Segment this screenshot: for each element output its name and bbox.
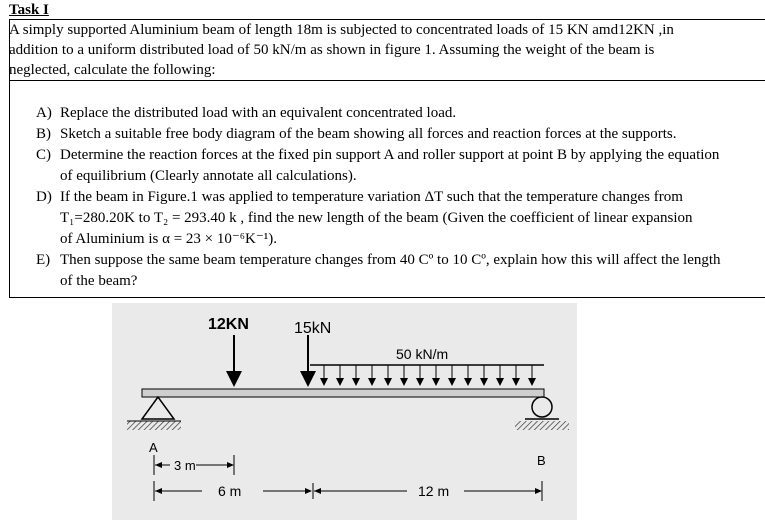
dimension-label-6m: 6 m [218,483,242,499]
question-item [36,145,764,187]
load-label-12kn: 12KN [208,316,249,333]
intro-line: A simply supported Aluminium beam of length 18m is subjected to concentrated loads of 15 KN amd12KN ,in [9,22,674,38]
question-text: of Aluminium is α = 23 × 10⁻⁶K⁻¹). [60,231,278,247]
support-label-a: A [149,440,158,455]
pin-support-a [127,397,181,430]
question-text: Determine the reaction forces at the fixed pin support A and roller support at point B by applying the equation [60,147,720,163]
support-label-b: B [537,453,546,468]
question-text: Replace the distributed load with an equivalent concentrated load. [60,105,457,121]
question-label: D) [36,189,52,205]
dimension-label-3m: 3 m [174,458,196,473]
question-text: If the beam in Figure.1 was applied to temperature variation ΔT such that the temperature changes from [60,189,683,205]
question-text: of the beam? [60,273,138,289]
question-text: T₁=280.20K to T₂ = 293.40 k , find the new length of the beam (Given the coefficient of linear expansion [60,210,693,226]
question-item [36,187,764,250]
beam-figure [112,303,577,520]
question-label: A) [36,105,52,121]
question-item [36,103,764,124]
question-item [36,124,764,145]
question-label: C) [36,147,51,163]
question-list [36,103,764,292]
question-text: Then suppose the same beam temperature changes from 40 Cº to 10 Cº, explain how this will affect the length [60,252,721,268]
question-text: of equilibrium (Clearly annotate all calculations). [60,168,357,184]
beam-diagram [112,303,577,520]
question-label: E) [36,252,51,268]
dimension-label-12m: 12 m [418,483,450,499]
intro-line: neglected, calculate the following: [9,62,216,78]
distributed-load [310,365,544,385]
load-label-15kn: 15kN [294,320,332,337]
question-label: B) [36,126,51,142]
question-text: Sketch a suitable free body diagram of the beam showing all forces and reaction forces at the supports. [60,126,677,142]
divider [9,297,765,298]
question-item [36,250,764,292]
divider [9,80,765,81]
beam [142,389,544,397]
task-intro [9,20,759,80]
intro-line: addition to a uniform distributed load of 50 kN/m as shown in figure 1. Assuming the weight of the beam is [9,42,655,58]
udl-label: 50 kN/m [396,346,449,362]
task-title: Task I [9,2,49,18]
roller-support-b [515,397,569,430]
